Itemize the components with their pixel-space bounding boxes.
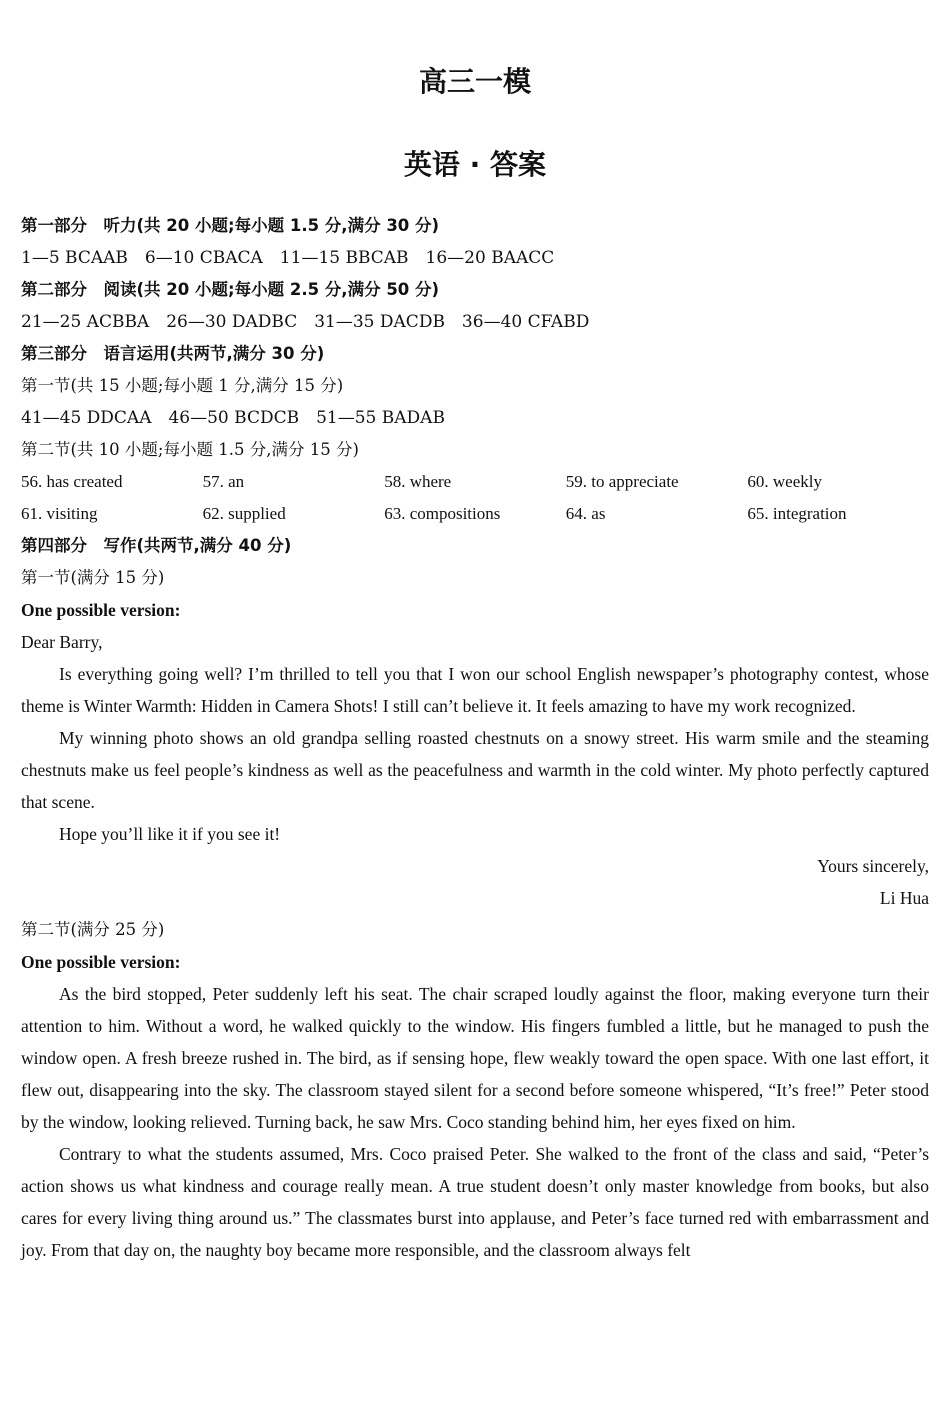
answer-58: 58. where — [384, 472, 452, 491]
letter-paragraph-2: My winning photo shows an old grandpa selling roasted chestnuts on a snowy street. His warm smile and the steaming chestnuts make us feel people’s kindness as well as the peacefulness and warmth in the cold winter. My photo perfectly captured that scene. — [21, 728, 929, 812]
part2-answers: 21—25 ACBBA 26—30 DADBC 31—35 DACDB 36—40 CFABD — [21, 312, 590, 332]
story-paragraph-2: Contrary to what the students assumed, Mrs. Coco praised Peter. She walked to the front of the class and said, “Peter’s action shows us what kindness and courage really mean. A true student doesn’t only master knowledge from books, but also cares for every living thing around us.” The classmates burst into applause, and Peter’s face turned red with embarrassment and joy. From that day on, the naughty boy became more responsible, and the classroom always felt — [21, 1144, 929, 1260]
letter-closing: Yours sincerely, — [817, 856, 929, 876]
fill-blank-row-1 — [21, 466, 929, 498]
part4-section2-heading: 第二节(满分 25 分) — [21, 920, 165, 939]
answer-content — [21, 210, 929, 1266]
answer-59: 59. to appreciate — [565, 472, 679, 491]
part3-section1-heading: 第一节(共 15 小题;每小题 1 分,满分 15 分) — [21, 376, 344, 395]
part3-heading: 第三部分 语言运用(共两节,满分 30 分) — [21, 344, 325, 363]
answer-60: 60. weekly — [747, 472, 822, 491]
answer-62: 62. supplied — [202, 504, 286, 523]
answer-64: 64. as — [565, 504, 606, 523]
part3-section2-heading: 第二节(共 10 小题;每小题 1.5 分,满分 15 分) — [21, 440, 359, 459]
answer-57: 57. an — [202, 472, 245, 491]
answer-63: 63. compositions — [384, 504, 501, 523]
page-subtitle: 英语 · 答案 — [403, 148, 547, 181]
part4-heading: 第四部分 写作(共两节,满分 40 分) — [21, 536, 292, 555]
letter-greeting: Dear Barry, — [21, 632, 103, 652]
story-paragraph-1: As the bird stopped, Peter suddenly left his seat. The chair scraped loudly against the floor, making everyone turn their attention to him. Without a word, he walked quickly to the window. His fingers fumbled a little, but he managed to push the window open. A fresh breeze rushed in. The bird, as if sensing hope, flew weakly toward the open space. With one last effort, it flew out, disappearing into the sky. The classroom stayed silent for a second before someone whispered, “It’s free!” Peter stood by the window, looking relieved. Turning back, he saw Mrs. Coco standing behind him, her eyes fixed on him. — [21, 984, 929, 1132]
page-title: 高三一模 — [418, 65, 531, 98]
letter-paragraph-1: Is everything going well? I’m thrilled to tell you that I won our school English newspaper’s photography contest, whose theme is Winter Warmth: Hidden in Camera Shots! I still can’t believe it. It feels amazing to have my work recognized. — [21, 664, 929, 716]
part1-answers: 1—5 BCAAB 6—10 CBACA 11—15 BBCAB 16—20 BAACC — [21, 248, 555, 268]
part1-heading: 第一部分 听力(共 20 小题;每小题 1.5 分,满分 30 分) — [21, 216, 440, 235]
answer-65: 65. integration — [747, 504, 847, 523]
version-label-2: One possible version: — [21, 952, 181, 972]
answer-61: 61. visiting — [21, 504, 98, 523]
version-label-1: One possible version: — [21, 600, 181, 620]
part2-heading: 第二部分 阅读(共 20 小题;每小题 2.5 分,满分 50 分) — [21, 280, 440, 299]
answer-56: 56. has created — [21, 472, 123, 491]
part4-section1-heading: 第一节(满分 15 分) — [21, 568, 165, 587]
letter-signature: Li Hua — [879, 888, 929, 908]
letter-paragraph-3: Hope you’ll like it if you see it! — [59, 824, 281, 844]
fill-blank-row-2 — [21, 498, 929, 530]
part3-section1-answers: 41—45 DDCAA 46—50 BCDCB 51—55 BADAB — [21, 408, 445, 428]
